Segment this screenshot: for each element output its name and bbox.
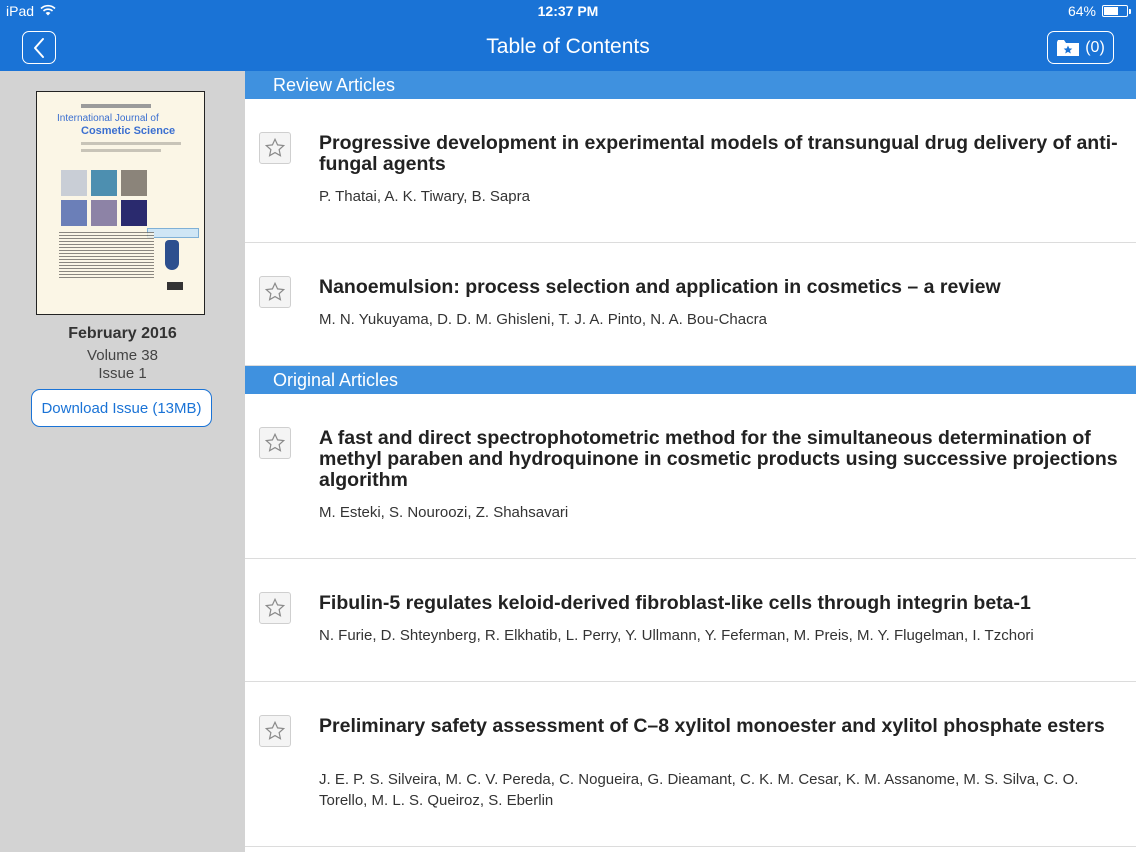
cover-text-line [81,142,181,145]
issue-volume: Volume 38 [87,347,158,364]
star-folder-icon [1056,39,1080,57]
star-icon [264,137,286,159]
issue-date: February 2016 [68,325,177,342]
battery-fill [1104,7,1118,15]
article-title[interactable]: Fibulin-5 regulates keloid-derived fibroblast-like cells through integrin beta-1 [319,592,1031,614]
star-icon [264,281,286,303]
favorite-star-button[interactable] [259,592,291,624]
status-right [1068,3,1128,19]
cover-title-line1: International Journal of [57,113,159,124]
cover-vase-illustration [165,240,179,270]
article-authors: P. Thatai, A. K. Tiwary, B. Sapra [319,188,530,205]
issue-sidebar [0,71,245,852]
cover-text-line [81,149,161,152]
article-authors: M. N. Yukuyama, D. D. M. Ghisleni, T. J. A. Pinto, N. A. Bou-Chacra [319,311,767,328]
device-name: iPad [6,3,35,19]
cover-tag [147,228,199,238]
cover-abstract-text [59,232,154,280]
cover-image-tile [121,170,147,196]
issue-number: Issue 1 [98,365,147,382]
article-item[interactable] [245,99,1136,243]
favorites-count: (0) [1085,38,1105,56]
star-icon [264,720,286,742]
article-authors: M. Esteki, S. Nouroozi, Z. Shahsavari [319,504,569,521]
favorite-star-button[interactable] [259,132,291,164]
journal-cover[interactable] [36,91,205,315]
status-time: 12:37 PM [537,3,599,19]
cover-image-tile [91,170,117,196]
article-authors: J. E. P. S. Silveira, M. C. V. Pereda, C. Nogueira, G. Dieamant, C. K. M. Cesar, K. M. Assanome, M. S. Silva, C. O. Torello, M. L. S. Queiroz, S. Eberlin [319,771,1079,809]
article-title[interactable]: A fast and direct spectrophotometric method for the simultaneous determination of methyl paraben and hydroquinone in cosmetic products using successive projections algorithm [319,427,1118,491]
page-title: Table of Contents [486,35,650,58]
cover-image-tile [61,170,87,196]
table-of-contents[interactable] [245,71,1136,852]
download-issue-button[interactable]: Download Issue (13MB) [31,389,212,427]
cover-title-line2: Cosmetic Science [81,125,176,137]
article-item[interactable] [245,243,1136,366]
section-header-original: Original Articles [245,366,1136,394]
favorite-star-button[interactable] [259,715,291,747]
favorites-button[interactable] [1047,31,1114,64]
favorite-star-button[interactable] [259,276,291,308]
battery-icon [1102,5,1128,17]
nav-bar [0,22,1136,71]
article-title[interactable]: Preliminary safety assessment of C–8 xylitol monoester and xylitol phosphate esters [319,715,1105,737]
article-item[interactable] [245,559,1136,682]
cover-header-bar [81,104,151,108]
publisher-logo [167,282,183,290]
article-authors: N. Furie, D. Shteynberg, R. Elkhatib, L. Perry, Y. Ullmann, Y. Feferman, M. Preis, M. Y. Flugelman, I. Tzchori [319,627,1034,644]
star-icon [264,432,286,454]
article-title[interactable]: Nanoemulsion: process selection and application in cosmetics – a review [319,276,1001,298]
cover-image-tile [91,200,117,226]
cover-image-tile [61,200,87,226]
star-icon [264,597,286,619]
cover-image-tile [121,200,147,226]
section-header-review: Review Articles [245,71,1136,99]
article-item[interactable] [245,394,1136,559]
article-title[interactable]: Progressive development in experimental models of transungual drug delivery of anti-fungal agents [319,132,1118,175]
battery-percent: 64% [1067,3,1096,19]
favorite-star-button[interactable] [259,427,291,459]
article-item[interactable] [245,682,1136,847]
status-bar [0,0,1136,22]
